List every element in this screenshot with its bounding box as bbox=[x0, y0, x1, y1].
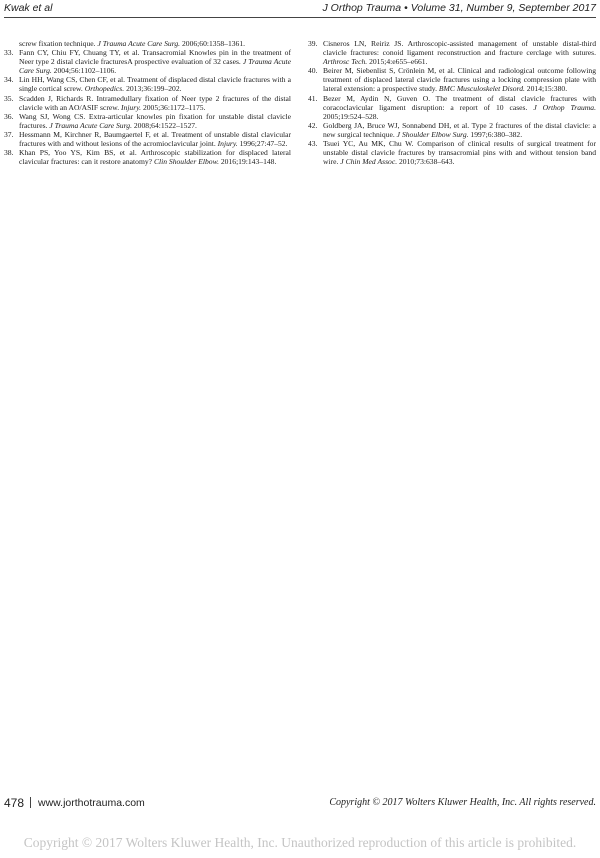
reference-citation: Goldberg JA, Bruce WJ, Sonnabend DH, et al. Type 2 fractures of the distal clavicle: a new surgical technique. bbox=[323, 120, 596, 139]
reference-volume-pages: 2006;60:1358–1361. bbox=[180, 39, 246, 48]
reference-journal: BMC Musculoskelet Disord. bbox=[438, 84, 525, 94]
reference-citation: Khan PS, Yoo YS, Kim BS, et al. Arthroscopic stabilization for displaced lateral clavicular fractures: can it restore anatomy? bbox=[19, 148, 291, 167]
references-left-column bbox=[4, 39, 291, 166]
reference-volume-pages: 2010;73:638–643. bbox=[397, 157, 455, 167]
reference-text bbox=[19, 94, 291, 112]
reference-journal: Injury. bbox=[121, 102, 142, 112]
reference-volume-pages: 2015;4:e655–e661. bbox=[367, 57, 428, 67]
reference-journal: Orthopedics. bbox=[84, 84, 125, 94]
reference-number: 35. bbox=[4, 93, 14, 103]
reference-text bbox=[323, 66, 596, 93]
reference-citation: Hessmann M, Kirchner R, Baumgaertel F, et al. Treatment of unstable distal clavicular fractures with and without lesions of the acromioclavicular joint. bbox=[19, 129, 291, 149]
reference-journal: J Chin Med Assoc. bbox=[340, 157, 398, 167]
reference-number: 36. bbox=[4, 111, 14, 121]
reference-item bbox=[4, 39, 291, 48]
reference-citation: Tsuei YC, Au MK, Chu W. Comparison of clinical results of surgical treatment for unstable distal clavicle fractures by transacromial pins with and without tension band wire. bbox=[323, 139, 596, 167]
reference-number: 43. bbox=[308, 139, 318, 149]
reference-number: 37. bbox=[4, 129, 14, 139]
reference-item bbox=[4, 75, 291, 93]
page-number: 478 bbox=[4, 796, 25, 810]
reference-item bbox=[4, 148, 291, 166]
copyright-watermark: Copyright © 2017 Wolters Kluwer Health, Inc. Unauthorized reproduction of this article is prohibited. bbox=[23, 835, 577, 850]
reference-text bbox=[19, 130, 291, 148]
reference-item bbox=[4, 94, 291, 112]
reference-citation: Scadden J, Richards R. Intramedullary fixation of Neer type 2 fractures of the distal clavicle with an AO/ASIF screw. bbox=[19, 93, 291, 112]
header-journal-issue bbox=[323, 2, 597, 14]
header-issue: Volume 31, Number 9, September 2017 bbox=[410, 2, 596, 14]
running-header bbox=[4, 2, 596, 18]
reference-item bbox=[4, 48, 291, 75]
reference-volume-pages: 2014;15:380. bbox=[524, 84, 568, 94]
reference-item bbox=[308, 39, 596, 66]
reference-volume-pages: 1997;6:380–382. bbox=[468, 129, 523, 139]
reference-citation: Cisneros LN, Reiriz JS. Arthroscopic-assisted management of unstable distal-third clavicle fractures: conoid ligament reconstruction and fracture cerclage with sutures. bbox=[323, 39, 596, 58]
reference-text bbox=[19, 112, 291, 130]
reference-item bbox=[4, 112, 291, 130]
reference-volume-pages: 2008;64:1522–1527. bbox=[131, 120, 197, 130]
header-divider bbox=[4, 17, 596, 18]
reference-text bbox=[323, 121, 596, 139]
reference-journal: Arthrosc Tech. bbox=[323, 57, 368, 67]
reference-journal: Injury. bbox=[217, 139, 238, 149]
reference-number: 40. bbox=[308, 66, 318, 76]
reference-number: 39. bbox=[308, 39, 318, 48]
reference-text bbox=[323, 94, 596, 121]
reference-number: 34. bbox=[4, 75, 14, 85]
reference-journal: J Trauma Acute Care Surg. bbox=[19, 57, 291, 76]
reference-item bbox=[308, 94, 596, 121]
reference-journal: J Orthop Trauma. bbox=[533, 102, 596, 112]
reference-volume-pages: 2013;36:199–202. bbox=[124, 84, 182, 94]
reference-number: 33. bbox=[4, 48, 14, 58]
reference-journal: J Shoulder Elbow Surg. bbox=[396, 129, 469, 139]
reference-volume-pages: 2005;19:524–528. bbox=[323, 111, 379, 121]
reference-volume-pages: 2005;36:1172–1175. bbox=[141, 102, 206, 112]
reference-volume-pages: 1996;27:47–52. bbox=[237, 139, 288, 149]
reference-text bbox=[19, 148, 291, 166]
reference-text bbox=[323, 39, 596, 66]
header-journal: J Orthop Trauma bbox=[322, 2, 402, 14]
reference-text bbox=[19, 48, 291, 75]
reference-citation: Lin HH, Wang CS, Chen CF, et al. Treatment of displaced distal clavicle fractures with a single cortical screw. bbox=[19, 75, 291, 94]
footer-copyright: Copyright © 2017 Wolters Kluwer Health, Inc. All rights reserved. bbox=[329, 797, 596, 808]
journal-website-link[interactable]: www.jorthotrauma.com bbox=[38, 797, 145, 809]
page-footer bbox=[4, 796, 596, 812]
reference-citation: screw fixation technique. bbox=[19, 39, 98, 48]
reference-number: 38. bbox=[4, 148, 14, 158]
reference-volume-pages: 2004;56:1102–1106. bbox=[51, 66, 117, 76]
reference-item bbox=[308, 66, 596, 93]
reference-item bbox=[308, 121, 596, 139]
reference-journal: J Trauma Acute Care Surg. bbox=[49, 120, 132, 130]
reference-text bbox=[323, 139, 596, 166]
header-bullet: • bbox=[404, 2, 408, 14]
reference-text bbox=[4, 39, 291, 48]
references-right-column bbox=[308, 39, 596, 166]
reference-citation: Wang SJ, Wong CS. Extra-articular knowles pin fixation for unstable distal clavicle fractures. bbox=[19, 111, 291, 130]
reference-journal: Clin Shoulder Elbow. bbox=[153, 157, 219, 167]
reference-item bbox=[4, 130, 291, 148]
reference-number: 42. bbox=[308, 120, 318, 130]
header-author: Kwak et al bbox=[4, 2, 53, 14]
reference-text bbox=[19, 75, 291, 93]
reference-citation: Bezer M, Aydin N, Guven O. The treatment of distal clavicle fractures with coracoclavicular ligament disruption: a report of 10 cases. bbox=[323, 93, 596, 112]
footer-divider bbox=[30, 797, 31, 808]
reference-citation: Beirer M, Siebenlist S, Crönlein M, et al. Clinical and radiological outcome following treatment of displaced lateral clavicle fractures using a locking compression plate with lateral extension: a prospective study. bbox=[323, 66, 596, 94]
reference-volume-pages: 2016;19:143–148. bbox=[218, 157, 277, 167]
reference-item bbox=[308, 139, 596, 166]
reference-citation: Fann CY, Chiu FY, Chuang TY, et al. Transacromial Knowles pin in the treatment of Neer type 2 distal clavicle fracturesA prospective evaluation of 32 cases. bbox=[19, 48, 291, 67]
reference-journal: J Trauma Acute Care Surg. bbox=[97, 39, 181, 48]
reference-number: 41. bbox=[308, 93, 318, 103]
